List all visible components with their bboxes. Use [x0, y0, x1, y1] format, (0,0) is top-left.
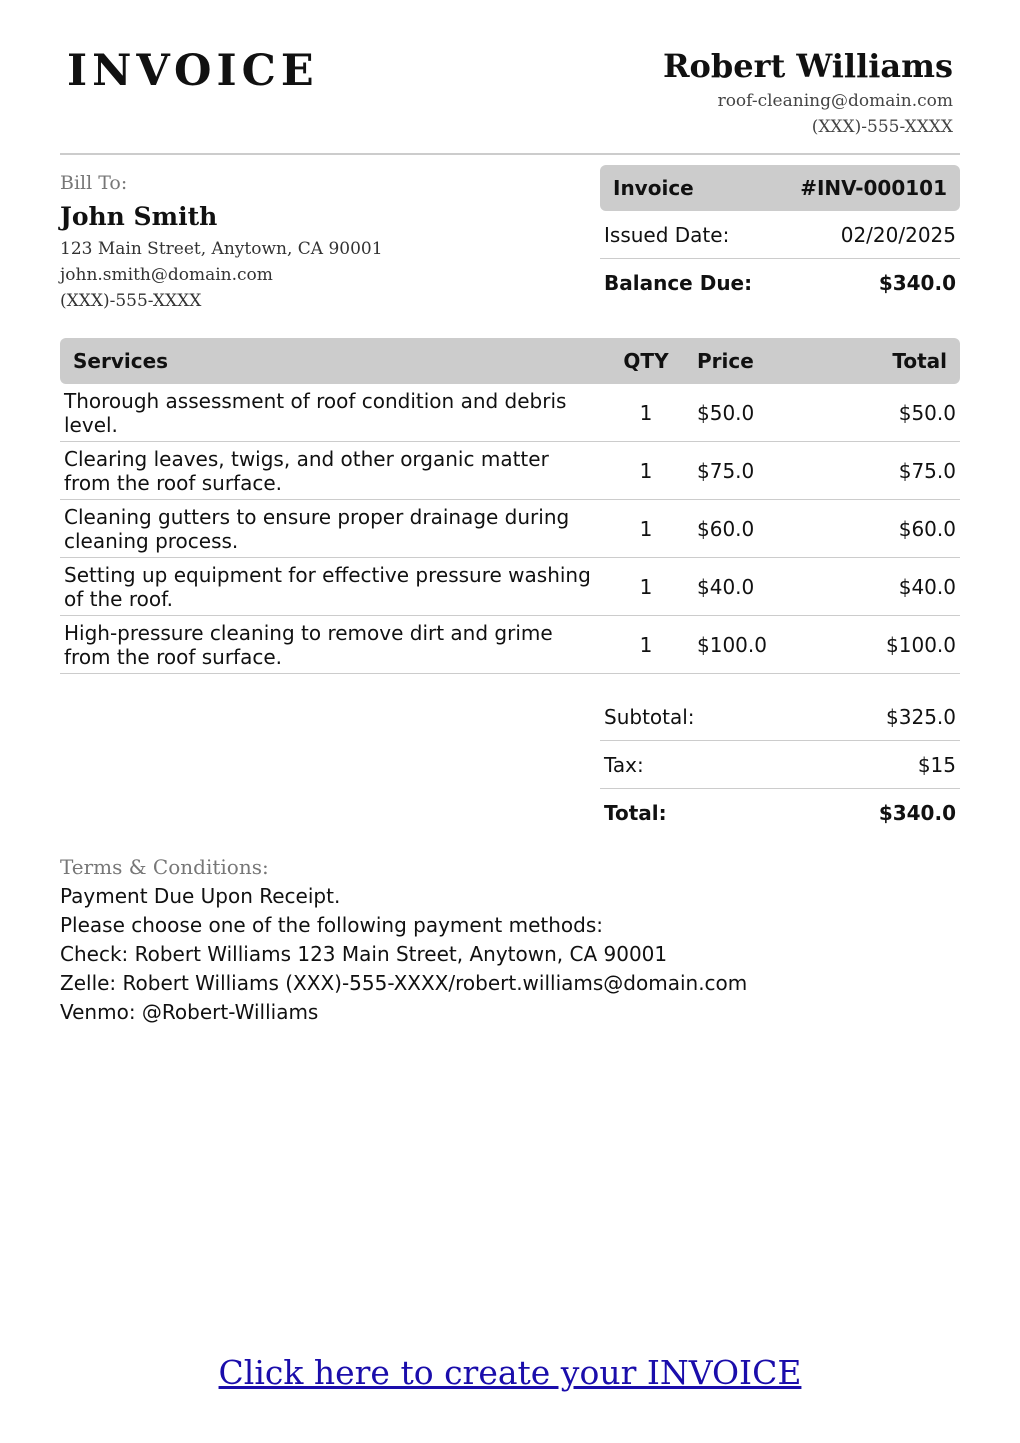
service-qty: 1 — [639, 400, 653, 425]
total-header: Total — [892, 349, 947, 373]
service-total: $40.0 — [898, 574, 956, 599]
tax-row — [600, 741, 960, 789]
balance-due-value: $340.0 — [878, 270, 956, 295]
bill-to-block — [60, 170, 383, 314]
terms-block — [60, 853, 747, 1027]
client-name: John Smith — [60, 202, 218, 231]
terms-label: Terms & Conditions: — [60, 855, 269, 879]
service-total: $75.0 — [898, 458, 956, 483]
service-price: $50.0 — [697, 400, 755, 425]
services-table — [60, 338, 960, 674]
subtotal-value: $325.0 — [886, 704, 956, 729]
service-description: Setting up equipment for effective pressure washing of the roof. — [64, 562, 591, 611]
service-price: $75.0 — [697, 458, 755, 483]
table-row — [60, 616, 960, 674]
service-price: $40.0 — [697, 574, 755, 599]
service-price: $60.0 — [697, 516, 755, 541]
service-total: $100.0 — [886, 632, 956, 657]
create-invoice-link[interactable]: Click here to create your INVOICE — [218, 1353, 802, 1392]
totals-block — [600, 693, 960, 836]
terms-line: Check: Robert Williams 123 Main Street, Anytown, CA 90001 — [60, 942, 668, 966]
subtotal-row — [600, 693, 960, 741]
service-qty: 1 — [639, 632, 653, 657]
client-address: 123 Main Street, Anytown, CA 90001 — [60, 239, 383, 259]
invoice-number-header — [600, 165, 960, 211]
service-total: $50.0 — [898, 400, 956, 425]
invoice-number: #INV-000101 — [800, 176, 947, 200]
issued-date-label: Issued Date: — [604, 222, 730, 247]
service-total: $60.0 — [898, 516, 956, 541]
terms-line: Please choose one of the following payment methods: — [60, 913, 603, 937]
balance-due-row — [600, 259, 960, 306]
qty-header: QTY — [623, 349, 669, 373]
terms-line: Payment Due Upon Receipt. — [60, 884, 341, 908]
seller-phone: (XXX)-555-XXXX — [811, 117, 953, 137]
issued-date-row — [600, 211, 960, 259]
table-row — [60, 558, 960, 616]
grand-total-value: $340.0 — [878, 800, 956, 825]
service-qty: 1 — [639, 574, 653, 599]
service-qty: 1 — [639, 516, 653, 541]
service-price: $100.0 — [697, 632, 767, 657]
terms-line: Venmo: @Robert-Williams — [60, 1000, 319, 1024]
issued-date-value: 02/20/2025 — [840, 222, 956, 247]
service-qty: 1 — [639, 458, 653, 483]
grand-total-row — [600, 789, 960, 836]
invoice-label: Invoice — [613, 176, 694, 200]
seller-name: Robert Williams — [662, 47, 953, 85]
client-email: john.smith@domain.com — [60, 265, 273, 285]
table-row — [60, 384, 960, 442]
price-header: Price — [697, 349, 754, 373]
header-divider — [60, 153, 960, 155]
balance-due-label: Balance Due: — [604, 270, 753, 295]
seller-block — [663, 44, 953, 140]
seller-email: roof-cleaning@domain.com — [717, 91, 953, 111]
client-phone: (XXX)-555-XXXX — [60, 291, 202, 311]
service-description: Thorough assessment of roof condition and debris level. — [64, 388, 567, 437]
service-description: High-pressure cleaning to remove dirt and grime from the roof surface. — [64, 620, 553, 669]
subtotal-label: Subtotal: — [604, 704, 695, 729]
invoice-title: INVOICE — [67, 46, 319, 96]
invoice-info-box — [600, 165, 960, 306]
services-header: Services — [73, 349, 169, 373]
bill-to-label: Bill To: — [60, 172, 128, 194]
tax-value: $15 — [917, 752, 956, 777]
grand-total-label: Total: — [604, 800, 667, 825]
terms-line: Zelle: Robert Williams (XXX)-555-XXXX/robert.williams@domain.com — [60, 971, 748, 995]
service-description: Cleaning gutters to ensure proper drainage during cleaning process. — [64, 504, 570, 553]
services-table-header — [60, 338, 960, 384]
tax-label: Tax: — [604, 752, 644, 777]
table-row — [60, 500, 960, 558]
invoice-page — [60, 0, 960, 1443]
table-row — [60, 442, 960, 500]
service-description: Clearing leaves, twigs, and other organic matter from the roof surface. — [64, 446, 549, 495]
